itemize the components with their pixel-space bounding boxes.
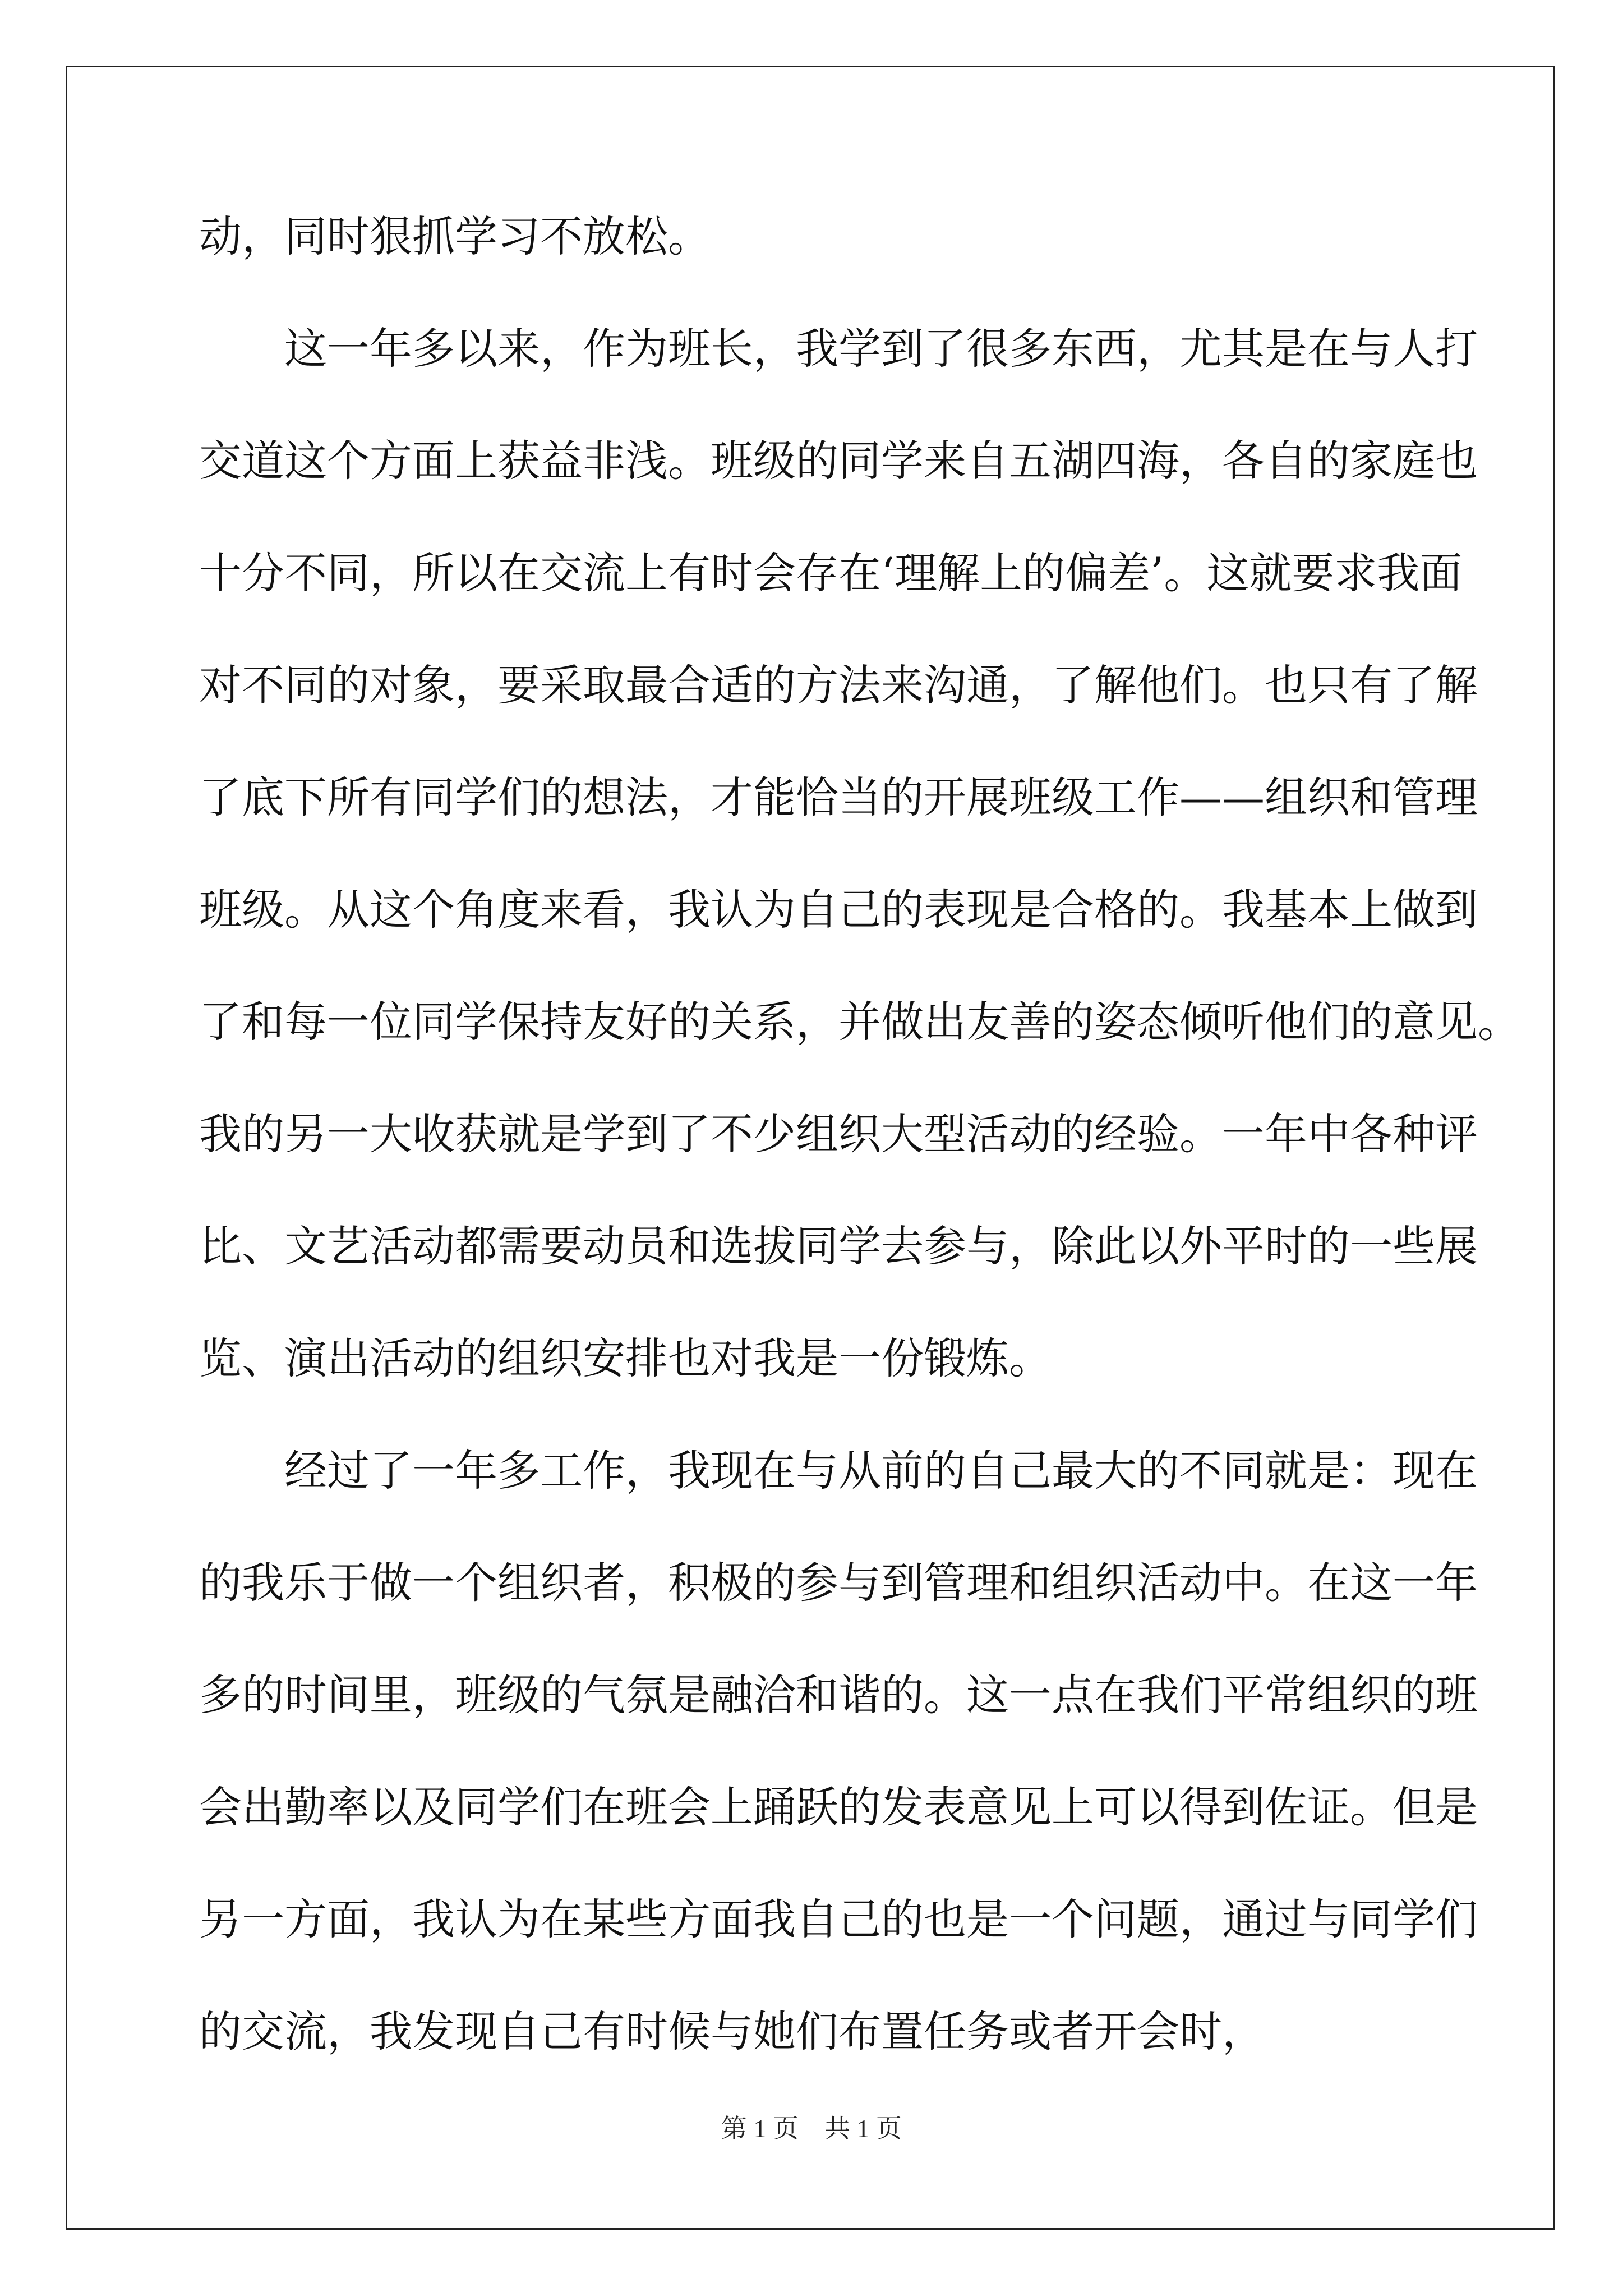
text-line-7: 班级。从这个角度来看，我认为自己的表现是合格的。我基本上做到	[199, 885, 1478, 935]
text-line-9: 我的另一大收获就是学到了不少组织大型活动的经验。一年中各种评	[199, 1109, 1478, 1159]
page-footer: 第 1 页 共 1 页	[721, 2114, 902, 2143]
text-line-8: 了和每一位同学保持友好的关系，并做出友善的姿态倾听他们的意见。	[199, 997, 1520, 1047]
text-line-5: 对不同的对象，要采取最合适的方法来沟通，了解他们。也只有了解	[199, 660, 1478, 710]
text-line-2: 这一年多以来，作为班长，我学到了很多东西，尤其是在与人打	[284, 324, 1478, 374]
text-line-10: 比、文艺活动都需要动员和选拔同学去参与，除此以外平时的一些展	[199, 1221, 1478, 1271]
text-line-12: 经过了一年多工作，我现在与从前的自己最大的不同就是：现在	[284, 1446, 1478, 1496]
text-line-4: 十分不同，所以在交流上有时会存在‘理解上的偏差’。这就要求我面	[199, 548, 1463, 598]
text-line-6: 了底下所有同学们的想法，才能恰当的开展班级工作——组织和管理	[199, 772, 1478, 822]
text-line-17: 的交流，我发现自己有时候与她们布置任务或者开会时，	[199, 2007, 1265, 2056]
document-body	[199, 209, 1520, 2116]
text-line-16: 另一方面，我认为在某些方面我自己的也是一个问题，通过与同学们	[199, 1894, 1478, 1944]
text-line-11: 览、演出活动的组织安排也对我是一份锻炼。	[199, 1333, 1052, 1383]
text-line-13: 的我乐于做一个组织者，积极的参与到管理和组织活动中。在这一年	[199, 1558, 1478, 1608]
text-line-3: 交道这个方面上获益非浅。班级的同学来自五湖四海，各自的家庭也	[199, 436, 1478, 486]
text-line-1: 动，同时狠抓学习不放松。	[199, 211, 711, 261]
text-line-15: 会出勤率以及同学们在班会上踊跃的发表意见上可以得到佐证。但是	[199, 1782, 1478, 1832]
text-line-14: 多的时间里，班级的气氛是融洽和谐的。这一点在我们平常组织的班	[199, 1670, 1478, 1720]
